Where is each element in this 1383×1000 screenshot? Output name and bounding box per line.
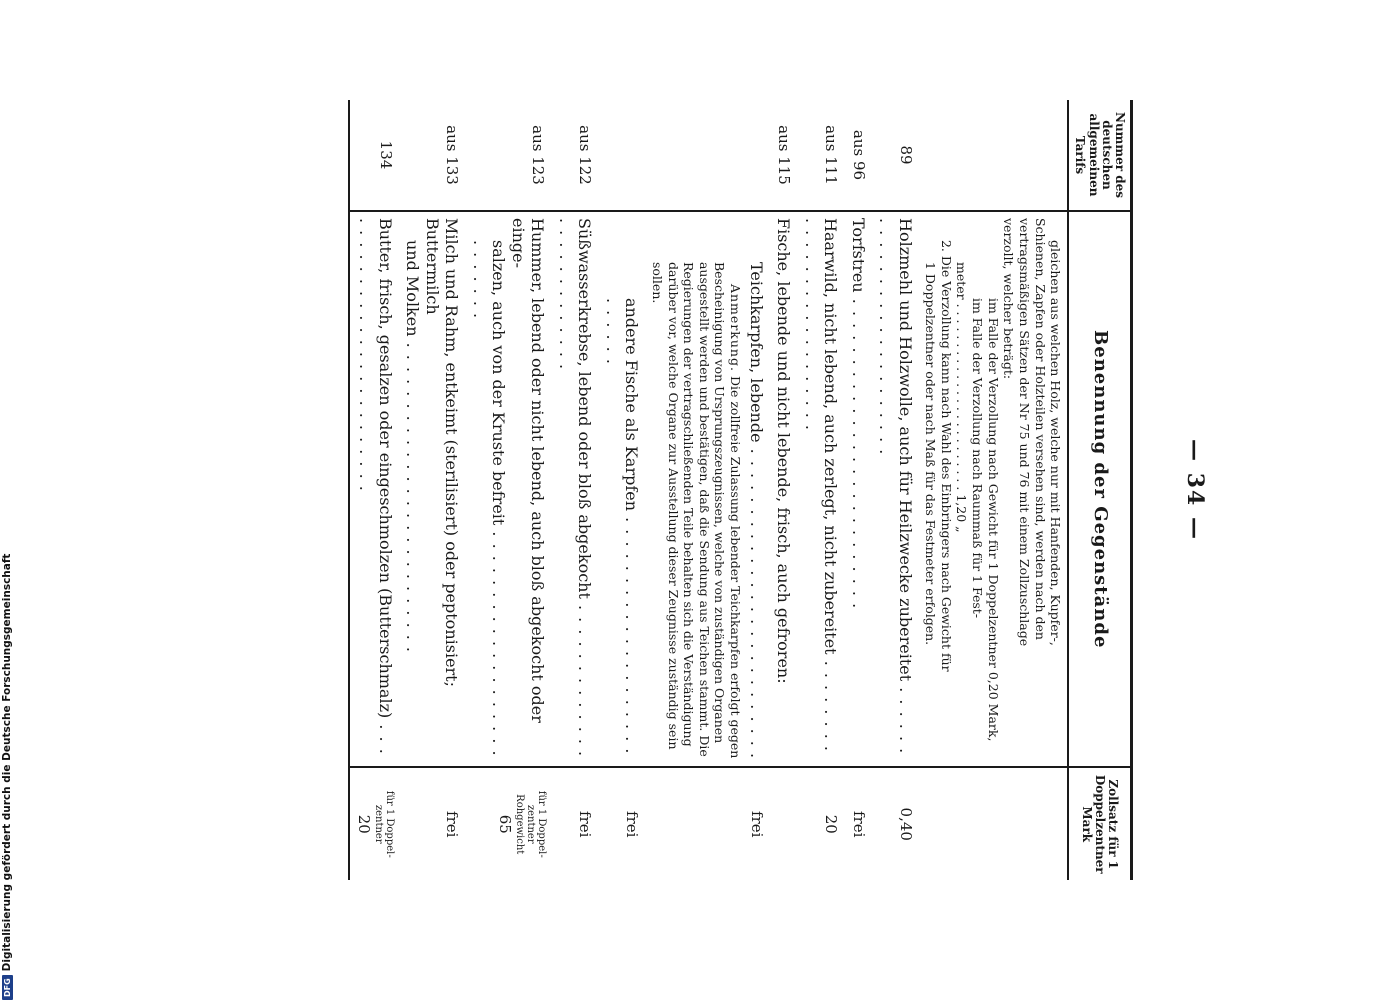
intro-line: Schienen, Zapfen oder Holzteilen versehen sind, werden nach den	[1032, 217, 1048, 640]
digitization-credit-strip	[0, 553, 14, 1000]
row-rate: frei	[623, 811, 642, 838]
row-rate: 20	[354, 814, 373, 834]
row-description: Holzmehl und Holzwolle, auch für Heilzwecke zubereitet . . .	[876, 218, 915, 754]
row-rate: frei	[849, 811, 868, 838]
row-number	[645, 100, 769, 211]
intro-row	[919, 100, 1069, 880]
row-description: Fische, lebende und nicht lebende, frisch, auch gefroren:	[770, 211, 798, 768]
table-header-row	[1068, 100, 1131, 880]
credit-text-wrapper	[1, 553, 13, 1000]
row-description: Teichkarpfen, lebende . . .	[747, 262, 766, 759]
row-number: aus 123	[465, 100, 551, 211]
header-description: Benennung der Gegenstände	[1068, 211, 1131, 768]
row-number: aus 115	[770, 100, 798, 211]
intro-line: gleichen aus welchen Holz, welche nur mit Hanfenden, Kupfer-,	[1048, 239, 1064, 646]
row-number: aus 133	[399, 100, 466, 211]
row-description: Hummer, lebend oder nicht lebend, auch bloß abgekocht oder einge-	[508, 217, 548, 723]
row-rate: frei	[747, 811, 766, 838]
row-rate: frei	[443, 811, 462, 838]
table-row	[551, 100, 598, 880]
intro-line: 2. Die Verzollung kann nach Wahl des Einbringers nach Gewicht für	[938, 239, 954, 672]
row-number: aus 96	[844, 100, 872, 211]
row-number: aus 111	[797, 100, 844, 211]
row-description: andere Fische als Karpfen . . .	[603, 298, 642, 754]
intro-text	[919, 211, 1069, 768]
row-description-cont: und Molken . . .	[403, 240, 422, 653]
rotated-document-page	[93, 0, 1383, 990]
row-description-cont: salzen, auch von der Kruste befreit . . .	[470, 240, 509, 757]
page-number: — 34 —	[1182, 439, 1208, 541]
table-row	[770, 100, 798, 880]
page-inner	[93, 0, 1383, 990]
row-rate: frei	[576, 811, 595, 838]
intro-line: im Falle der Verzollung nach Gewicht für 1 Doppelzentner 0,20 Mark,	[985, 297, 1001, 742]
row-number: aus 122	[551, 100, 598, 211]
row-description: Süßwasserkrebse, lebend oder bloß abgekocht . . .	[556, 218, 595, 757]
row-description: Torfstreu . . .	[849, 218, 868, 609]
table-row	[645, 100, 769, 880]
note-label: Anmerkung.	[728, 283, 744, 372]
row-rate: 0,40	[896, 807, 915, 841]
note-text: Die zollfreie Zulassung lebender Teichkarpfen erfolgt gegen Bescheinigung von Ursprungszeugnissen, welche von zuständigen Organen ausgestellt werden und bestätigen, daß die Sendung aus Teichen stammt. Die Regierungen der vertragschließenden Teile behalten sich die Verständigung darüber vor, welche Organe zur Ausstellung dieser Zeugnisse zuständig sein sollen.	[649, 261, 744, 759]
header-number: Nummer des deutschen allgemeinen Tarifs	[1068, 100, 1131, 211]
intro-line: im Falle der Verzollung nach Raummaß für 1 Fest-	[970, 297, 986, 619]
row-rate	[770, 767, 798, 880]
row-description: Milch und Rahm, entkeimt (sterilisiert) oder peptonisiert; Buttermilch	[422, 217, 462, 687]
row-number: 134	[349, 100, 398, 211]
table-row	[598, 100, 645, 880]
table-row	[349, 100, 398, 880]
row-rate-note: für 1 Doppel- zentner	[372, 790, 395, 858]
dfg-logo-icon: DFG	[2, 975, 13, 1000]
row-description: Butter, frisch, gesalzen oder eingeschmolzen (Butterschmalz) . . .	[356, 218, 395, 755]
tariff-table	[348, 100, 1133, 880]
table-row	[872, 100, 919, 880]
intro-line: 1 Doppelzentner oder nach Maß für das Festmeter erfolgen.	[923, 261, 939, 646]
note-block	[649, 218, 743, 761]
row-rate: 20	[822, 814, 841, 834]
row-number	[598, 100, 645, 211]
credit-text: Digitalisierung gefördert durch die Deutsche Forschungsgemeinschaft	[1, 553, 13, 972]
row-description: Haarwild, nicht lebend, auch zerlegt, nicht zubereitet . . .	[802, 218, 841, 752]
table-row	[465, 100, 551, 880]
row-rate-note: für 1 Doppel- zentner Rohgewicht	[514, 790, 548, 858]
intro-line: meter . . . . . . . . . . . . . . . . . . . . . . . . 1,20 „	[954, 261, 970, 533]
table-row	[797, 100, 844, 880]
header-rate: Zollsatz für 1 Doppelzentner Mark	[1068, 767, 1131, 880]
table-row	[399, 100, 466, 880]
row-rate: 65	[496, 814, 515, 834]
row-number: 89	[872, 100, 919, 211]
table-row	[844, 100, 872, 880]
intro-line: verzollt, welcher beträgt:	[1001, 217, 1017, 380]
intro-line: vertragsmäßigen Sätzen der Nr 75 und 76 mit einem Zollzuschlage	[1017, 217, 1032, 647]
